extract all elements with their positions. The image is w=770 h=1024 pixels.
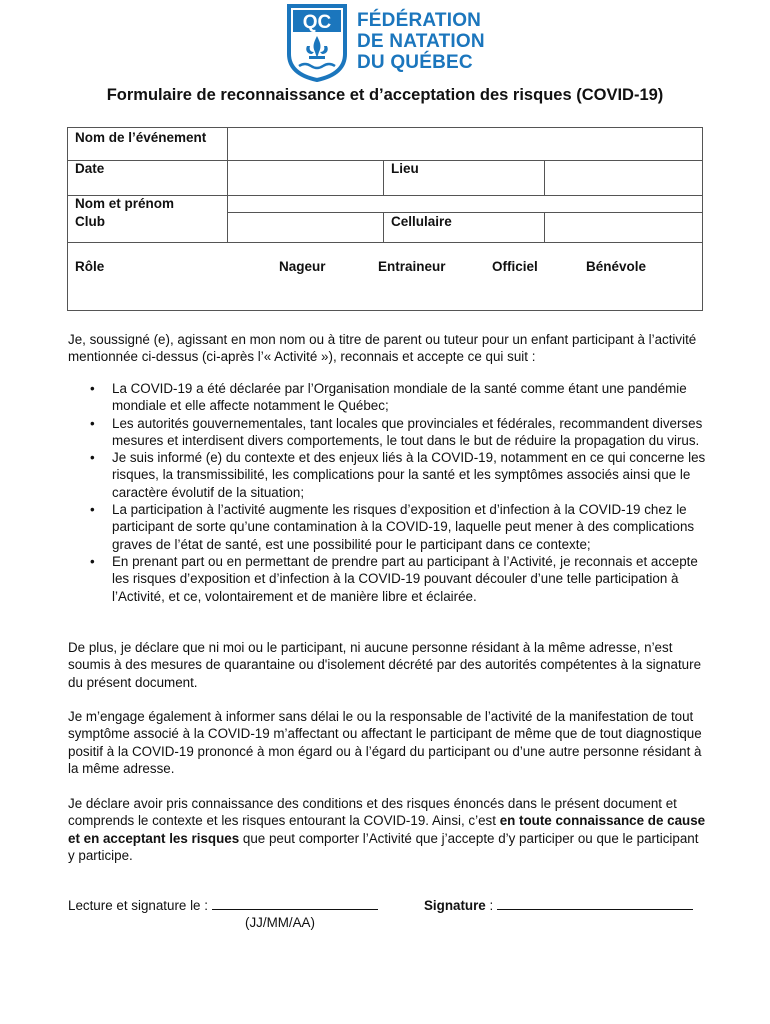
sign-date-input[interactable]: [212, 897, 378, 910]
date-field[interactable]: [228, 161, 383, 195]
club-field[interactable]: [228, 213, 383, 242]
acknowledgement-list: [68, 380, 708, 605]
engagement-paragraph: Je m’engage également à informer sans délai le ou la responsable de l’activité de la manifestation de tout symptôme associé à la COVID-19 m’affectant ou affectant le participant de même que de tout diagnostique positif à la COVID-19 prononcé à mon égard ou à l’égard du participant ou d’une autre personne résidant à la même adresse.: [68, 709, 702, 776]
shield-logo-icon: [285, 2, 349, 82]
logo-badge-text: QC: [302, 12, 332, 33]
role-option-officiel[interactable]: Officiel: [492, 259, 538, 274]
intro-paragraph: Je, soussigné (e), agissant en mon nom ou à titre de parent ou tuteur pour un enfant participant à l’activité mentionnée ci-dessus (ci-après l’« Activité »), reconnais et accepte ce qui suit :: [68, 332, 697, 365]
logo-line-1: FÉDÉRATION: [357, 10, 482, 31]
cellulaire-field[interactable]: [545, 213, 702, 242]
lieu-label: Lieu: [391, 161, 419, 176]
declaration-emphasis: en toute connaissance de cause et en acceptant les risques: [68, 813, 706, 846]
name-field[interactable]: [228, 196, 702, 212]
role-option-nageur[interactable]: Nageur: [279, 259, 326, 274]
read-sign-date-label: Lecture et signature le :: [68, 898, 212, 913]
quarantine-paragraph: De plus, je déclare que ni moi ou le participant, ni aucune personne résidant à la même adresse, n’est soumis à des mesures de quarantaine ou d'isolement décrété par des autorités compétentes à la signature du présent document.: [68, 640, 702, 690]
list-item: • La COVID-19 a été déclarée par l’Organisation mondiale de la santé comme étant une pandémie mondiale et elle affecte notamment le Québec;: [68, 380, 708, 415]
club-label: Club: [75, 214, 105, 229]
list-item: • En prenant part ou en permettant de prendre part au participant à l’Activité, je reconnais et accepte les risques d’exposition et d’infection à la COVID-19 pouvant découler d’une telle participation à l’Activité, et ce, volontairement et de manière libre et éclairée.: [68, 553, 708, 605]
date-label: Date: [75, 161, 105, 176]
signature-colon: :: [485, 898, 497, 913]
name-label: Nom et prénom: [75, 196, 175, 211]
cellulaire-label: Cellulaire: [391, 214, 452, 229]
role-option-entraineur[interactable]: Entraineur: [378, 259, 446, 274]
date-format-hint: (JJ/MM/AA): [245, 915, 315, 930]
logo-wordmark: [357, 10, 485, 73]
list-item: • Les autorités gouvernementales, tant locales que provinciales et fédérales, recommandent diverses mesures et interdisent divers comportements, le tout dans le but de réduire la propagation du virus.: [68, 415, 708, 450]
page-title: Formulaire de reconnaissance et d’acceptation des risques (COVID-19): [106, 86, 664, 104]
declaration-paragraph: [68, 795, 708, 864]
signature-line: [424, 897, 693, 913]
event-name-field[interactable]: [228, 129, 702, 159]
participant-info-form: [67, 127, 703, 311]
role-option-benevole[interactable]: Bénévole: [586, 259, 647, 274]
list-item: • La participation à l’activité augmente les risques d’exposition et d’infection à la COVID-19 chez le participant de sorte qu’une contamination à la COVID-19, laquelle peut mener à des complications graves de l’état de santé, est une possibilité pour le participant dans ce contexte;: [68, 501, 708, 553]
event-name-label: Nom de l’événement: [75, 130, 207, 145]
read-sign-date-line: [68, 897, 378, 913]
signature-label: Signature: [424, 898, 486, 913]
declaration-text-end: que peut comporter l’Activité que j’accepte d’y participer ou que le participant y participe.: [68, 830, 699, 863]
role-label: Rôle: [75, 259, 105, 274]
declaration-text-start: Je déclare avoir pris connaissance des conditions et des risques énoncés dans le présent document et comprends le contexte et les risques entourant la COVID-19. Ainsi, c’est: [68, 796, 677, 829]
signature-input[interactable]: [497, 897, 693, 910]
logo-line-2: DE NATATION: [357, 31, 485, 52]
list-item: • Je suis informé (e) du contexte et des enjeux liés à la COVID-19, notamment en ce qui concerne les risques, la transmissibilité, les complications pour la santé et les symptômes associés ainsi que le caractère évolutif de la situation;: [68, 449, 708, 501]
federation-logo: [285, 2, 485, 82]
logo-line-3: DU QUÉBEC: [357, 52, 473, 73]
lieu-field[interactable]: [545, 161, 702, 195]
